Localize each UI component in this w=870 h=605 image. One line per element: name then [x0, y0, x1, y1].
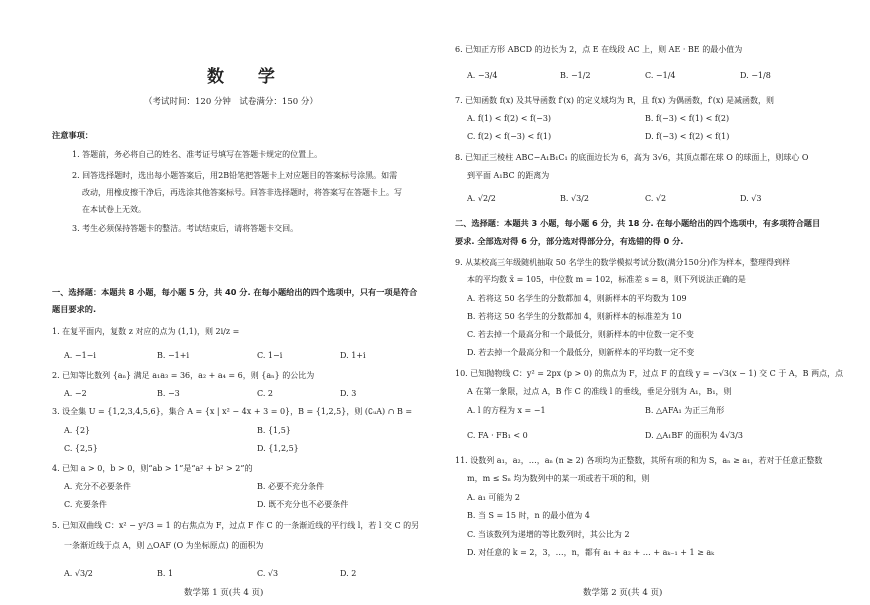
option: C. 充要条件 — [64, 500, 107, 509]
option: A. l 的方程为 x = −1 — [467, 406, 546, 415]
question-stem: 5. 已知双曲线 C：x² − y²/3 = 1 的右焦点为 F，过点 F 作 C 的一条渐近线的平行线 l，若 l 交 C 的另 — [52, 521, 420, 530]
question-stem: 到平面 A₁BC 的距离为 — [467, 171, 550, 180]
page-left — [52, 0, 452, 605]
question-stem: 本的平均数 x̄ = 105，中位数 m = 102，标准差 s = 8，则下列说法正确的是 — [467, 275, 746, 284]
option: C. √2 — [645, 194, 667, 203]
question-stem: 3. 设全集 U = {1,2,3,4,5,6}，集合 A = {x | x² − 4x + 3 = 0}，B = {1,2,5}，则 (∁ᵤA) ∩ B = — [52, 407, 413, 416]
option: C. −1/4 — [645, 71, 676, 80]
option: B. 必要不充分条件 — [257, 482, 324, 491]
option: D. √3 — [740, 194, 762, 203]
notice-item: 1. 答题前，务必将自己的姓名、准考证号填写在答题卡规定的位置上。 — [72, 150, 323, 159]
section2-heading: 二、选择题：本题共 3 小题，每小题 6 分，共 18 分. 在每小题给出的四个选项中，有多项符合题目 — [455, 218, 821, 228]
option: C. 若去掉一个最高分和一个最低分，则新样本的中位数一定不变 — [467, 330, 694, 339]
question-stem: 10. 已知抛物线 C：y² = 2px (p > 0) 的焦点为 F，过点 F 的直线 y = −√3(x − 1) 交 C 于 A，B 两点，点 — [455, 369, 844, 378]
option: A. √2/2 — [467, 194, 496, 203]
option: B. 1 — [157, 569, 174, 578]
option: D. 若去掉一个最高分和一个最低分，则新样本的平均数一定不变 — [467, 348, 695, 357]
section2-heading: 要求. 全部选对得 6 分，部分选对得部分分，有选错的得 0 分. — [455, 236, 684, 246]
option: C. FA · FB₁ < 0 — [467, 431, 528, 440]
section1-heading: 一、选择题：本题共 8 小题，每小题 5 分，共 40 分. 在每小题给出的四个选项中，只有一项是符合 — [52, 287, 418, 297]
question-stem: 9. 从某校高三年级随机抽取 50 名学生的数学模拟考试分数(满分150分)作为样本，整理得到样 — [455, 258, 790, 267]
page-footer: 数学第 2 页(共 4 页) — [583, 588, 663, 598]
option: B. f(−3) < f(1) < f(2) — [645, 114, 730, 123]
option: D. 1+i — [340, 351, 366, 360]
question-stem: 11. 设数列 a₁，a₂，…，aₙ (n ≥ 2) 各项均为正整数，其所有项的和为 S，aₙ ≥ a₁，若对于任意正整数 — [455, 456, 823, 465]
option: B. 若将这 50 名学生的分数都加 4，则新样本的标准差为 10 — [467, 312, 682, 321]
notice-item: 改动，用橡皮擦干净后，再选涂其他答案标号。回答非选择题时，将答案写在答题卡上。写 — [82, 188, 402, 197]
option: B. −1+i — [157, 351, 190, 360]
option: D. 2 — [340, 569, 357, 578]
option: D. △A₁BF 的面积为 4√3/3 — [645, 431, 743, 440]
option: A. −3/4 — [467, 71, 498, 80]
section1-heading: 题目要求的. — [52, 304, 97, 314]
option: C. 当该数列为递增的等比数列时，其公比为 2 — [467, 530, 630, 539]
question-stem: A 在第一象限，过点 A，B 作 C 的准线 l 的垂线，垂足分别为 A₁，B₁，则 — [467, 387, 732, 396]
question-stem: 4. 已知 a > 0，b > 0，则“ab > 1”是“a² + b² > 2”的 — [52, 464, 253, 473]
option: A. √3/2 — [64, 569, 93, 578]
option: B. {1,5} — [257, 426, 291, 435]
option: C. f(2) < f(−3) < f(1) — [467, 132, 552, 141]
option: D. {1,2,5} — [257, 444, 299, 453]
notice-item: 在本试卷上无效。 — [82, 205, 146, 214]
option: B. √3/2 — [560, 194, 589, 203]
page-right — [455, 0, 855, 605]
option: A. −2 — [64, 389, 87, 398]
option: A. 充分不必要条件 — [64, 482, 131, 491]
option: B. −1/2 — [560, 71, 591, 80]
notice-item: 3. 考生必须保持答题卡的整洁。考试结束后，请将答题卡交回。 — [72, 224, 299, 233]
option: A. −1−i — [64, 351, 96, 360]
option: D. −1/8 — [740, 71, 771, 80]
question-stem: 一条渐近线于点 A，则 △OAF (O 为坐标原点) 的面积为 — [64, 541, 264, 550]
question-stem: 6. 已知正方形 ABCD 的边长为 2，点 E 在线段 AC 上，则 AE · BE 的最小值为 — [455, 45, 743, 54]
page-footer: 数学第 1 页(共 4 页) — [184, 588, 264, 598]
option: D. 3 — [340, 389, 357, 398]
option: A. f(1) < f(2) < f(−3) — [467, 114, 552, 123]
question-stem: 2. 已知等比数列 {aₙ} 满足 a₁a₃ = 36，a₂ + a₄ = 6，则 {aₙ} 的公比为 — [52, 371, 315, 380]
option: D. f(−3) < f(2) < f(1) — [645, 132, 730, 141]
page-title: 数 学 — [207, 67, 289, 87]
option: A. {2} — [64, 426, 91, 435]
option: B. −3 — [157, 389, 180, 398]
option: C. {2,5} — [64, 444, 98, 453]
option: C. √3 — [257, 569, 279, 578]
option: C. 1−i — [257, 351, 283, 360]
question-stem: m，m ≤ Sₙ 均为数列中的某一项或若干项的和，则 — [467, 474, 650, 483]
option: C. 2 — [257, 389, 274, 398]
question-stem: 7. 已知函数 f(x) 及其导函数 f′(x) 的定义域均为 R，且 f(x) 为偶函数，f′(x) 是减函数，则 — [455, 96, 775, 105]
exam-info: （考试时间：120 分钟 试卷满分：150 分） — [144, 97, 318, 107]
question-stem: 8. 已知正三棱柱 ABC−A₁B₁C₁ 的底面边长为 6，高为 3√6，其顶点都在球 O 的球面上，则球心 O — [455, 153, 809, 162]
question-stem: 1. 在复平面内，复数 z 对应的点为 (1,1)，则 2i/z = — [52, 327, 240, 336]
option: D. 对任意的 k = 2，3，…，n，都有 a₁ + a₂ + … + aₖ₋₁ + 1 ≥ aₖ — [467, 548, 715, 557]
option: A. 若将这 50 名学生的分数都加 4，则新样本的平均数为 109 — [467, 294, 687, 303]
option: B. △AFA₁ 为正三角形 — [645, 406, 725, 415]
notice-item: 2. 回答选择题时，选出每小题答案后，用2B铅笔把答题卡上对应题目的答案标号涂黑。如需 — [72, 171, 398, 180]
option: A. a₁ 可能为 2 — [467, 493, 521, 502]
option: B. 当 S = 15 时，n 的最小值为 4 — [467, 511, 590, 520]
option: D. 既不充分也不必要条件 — [257, 500, 349, 509]
notice-heading: 注意事项： — [52, 130, 93, 140]
